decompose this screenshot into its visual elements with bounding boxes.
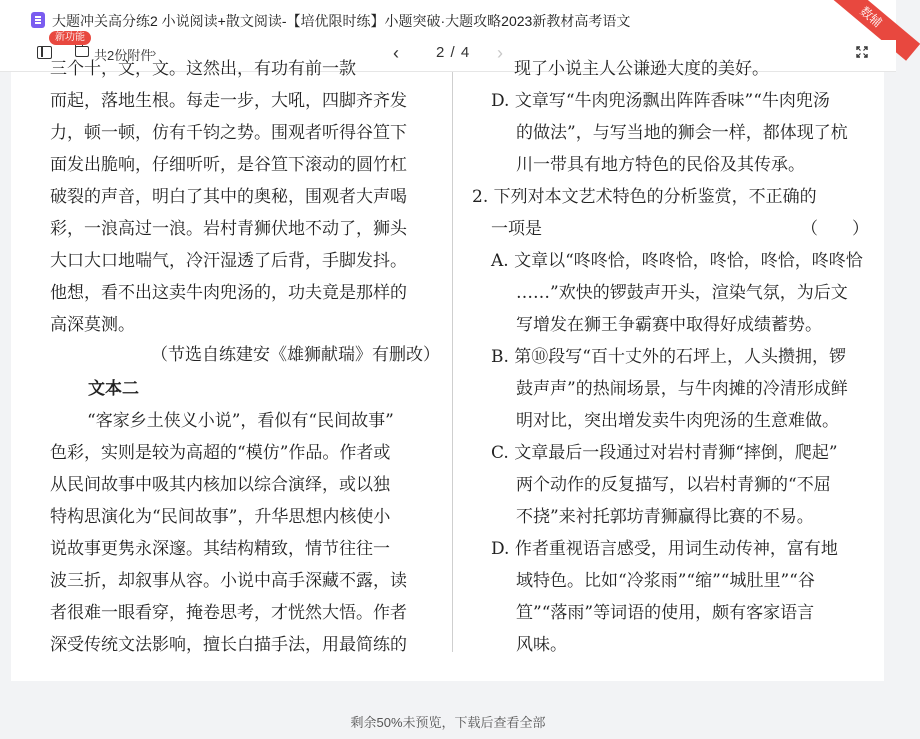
text-line: 鼓声声”的热闹场景，与牛肉摊的冷清形成鲜 xyxy=(516,379,848,399)
source-citation: （节选自练建安《雄狮献瑞》有删改） xyxy=(151,345,440,365)
text-line: 特构思演化为“民间故事”，升华思想内核使小 xyxy=(50,507,391,527)
previous-page-button[interactable]: ‹ xyxy=(393,43,399,63)
text-line: 写增发在狮王争霸赛中取得好成绩蓄势。 xyxy=(516,315,822,335)
text-line: 的做法”，与写当地的狮会一样，都体现了杭 xyxy=(516,123,848,143)
fullscreen-icon[interactable] xyxy=(856,46,868,58)
text-line: 高深莫测。 xyxy=(50,315,135,335)
text-line: 说故事更隽永深邃。其结构精致，情节往往一 xyxy=(50,539,390,559)
text-line: 大口大口地喘气，冷汗湿透了后背，手脚发抖。 xyxy=(50,251,407,271)
text-line: 不挠”来衬托郭坊青狮赢得比赛的不易。 xyxy=(516,507,814,527)
text-line: 他想，看不出这卖牛肉兜汤的，功夫竟是那样的 xyxy=(50,283,407,303)
section-heading: 文本二 xyxy=(88,379,139,399)
attachments-button[interactable]: 共2份附件 xyxy=(94,48,154,63)
document-title: 大题冲关高分练2 小说阅读+散文阅读-【培优限时练】小题突破·大题攻略2023新教材高考语文 xyxy=(52,13,631,29)
text-line: 力，顿一顿，仿有千钧之势。围观者听得谷笪下 xyxy=(50,123,407,143)
text-line: 现了小说主人公谦逊大度的美好。 xyxy=(514,59,769,79)
question-line: 一项是 xyxy=(491,219,542,239)
text-line: 彩，一浪高过一浪。岩村青狮伏地不动了，狮头 xyxy=(50,219,407,239)
option-line: C. 文章最后一段通过对岩村青狮“摔倒，爬起” xyxy=(491,443,838,463)
document-icon xyxy=(31,12,45,28)
page-indicator: 2 / 4 xyxy=(436,44,471,61)
option-line: D. 作者重视语言感受，用词生动传神，富有地 xyxy=(491,539,838,559)
title-bar xyxy=(0,0,896,40)
text-line: 色彩，实则是较为高超的“模仿”作品。作者或 xyxy=(50,443,391,463)
next-page-button[interactable]: › xyxy=(497,43,503,63)
text-line: 从民间故事中吸其内核加以综合演绎，或以独 xyxy=(50,475,390,495)
text-line: 域特色。比如“冷浆雨”“缩”“城肚里”“谷 xyxy=(516,571,815,591)
text-line: “客家乡土侠义小说”，看似有“民间故事” xyxy=(87,411,394,431)
column-divider xyxy=(452,72,453,652)
folder-icon xyxy=(75,46,89,57)
new-feature-badge: 新功能 xyxy=(49,31,91,45)
document-page xyxy=(11,59,884,681)
option-line: B. 第⑩段写“百十丈外的石坪上，人头攒拥，锣 xyxy=(491,347,846,367)
preview-notice[interactable]: 剩余50%未预览，下载后查看全部 xyxy=(350,715,546,730)
answer-brackets: （ ） xyxy=(801,219,869,239)
text-line: 而起，落地生根。每走一步，大吼，四脚齐齐发 xyxy=(50,91,407,111)
preview-footer xyxy=(0,700,896,739)
question-line: 2. 下列对本文艺术特色的分析鉴赏，不正确的 xyxy=(472,187,817,207)
text-line: 破裂的声音，明白了其中的奥秘，围观者大声喝 xyxy=(50,187,407,207)
text-line: 明对比，突出增发卖牛肉兜汤的生意难做。 xyxy=(516,411,839,431)
text-line: 风味。 xyxy=(516,635,567,655)
text-line: 深受传统文法影响，擅长白描手法，用最简练的 xyxy=(50,635,407,655)
corner-ribbon: 数辅 xyxy=(822,0,920,61)
text-line: 面发出脆响，仔细听听，是谷笪下滚动的圆竹杠 xyxy=(50,155,407,175)
text-line: 川一带具有地方特色的民俗及其传承。 xyxy=(516,155,805,175)
option-line: D. 文章写“牛肉兜汤飘出阵阵香味”“牛肉兜汤 xyxy=(491,91,830,111)
chevron-right-icon[interactable]: › xyxy=(152,45,157,60)
text-line: ……”欢快的锣鼓声开头，渲染气氛，为后文 xyxy=(516,283,848,303)
text-line: 波三折，却叙事从容。小说中高手深藏不露，读 xyxy=(50,571,407,591)
text-line: 两个动作的反复描写，以岩村青狮的“不屈 xyxy=(516,475,831,495)
option-line: A. 文章以“咚咚恰，咚咚恰，咚恰，咚恰，咚咚恰 xyxy=(491,251,863,271)
text-line: 三个十，文，文。这然出，有功有前一款 xyxy=(50,59,356,79)
text-line: 者很难一眼看穿，掩卷思考，才恍然大悟。作者 xyxy=(50,603,407,623)
text-line: 笪”“落雨”等词语的使用，颇有客家语言 xyxy=(516,603,815,623)
